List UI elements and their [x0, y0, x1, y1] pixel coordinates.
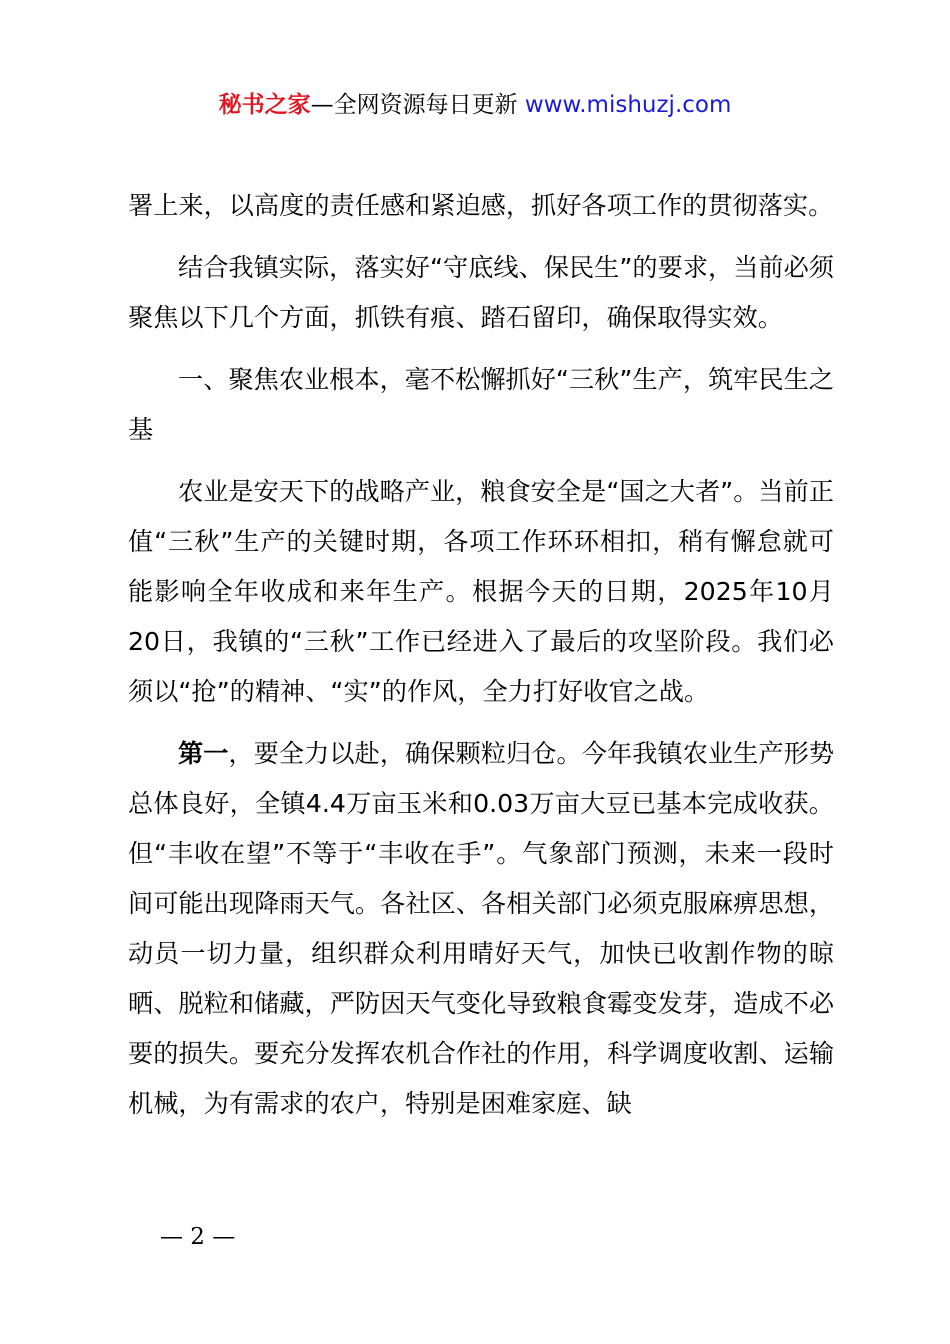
site-url-link[interactable]: www.mishuzj.com [524, 92, 732, 118]
site-tagline: —全网资源每日更新 [310, 92, 525, 118]
paragraph-continuation: 署上来，以高度的责任感和紧迫感，抓好各项工作的贯彻落实。 [128, 191, 834, 220]
site-name: 秘书之家 [218, 92, 311, 118]
paragraph-first-point [128, 729, 834, 1129]
paragraph-intro: 结合我镇实际，落实好“守底线、保民生”的要求，当前必须聚焦以下几个方面，抓铁有痕、踏石留印，确保取得实效。 [128, 253, 834, 332]
site-header [0, 88, 950, 122]
paragraph-agriculture: 农业是安天下的战略产业，粮食安全是“国之大者”。当前正值“三秋”生产的关键时期，各项工作环环相扣，稍有懈怠就可能影响全年收成和来年生产。根据今天的日期，2025年10月20日，我镇的“三秋”工作已经进入了最后的攻坚阶段。我们必须以“抢”的精神、“实”的作风，全力打好收官之战。 [128, 477, 834, 706]
section-heading: 一、聚焦农业根本，毫不松懈抓好“三秋”生产，筑牢民生之基 [128, 365, 834, 444]
page-number: — 2 — [160, 1224, 236, 1250]
first-point-lead: 第一 [178, 739, 229, 768]
document-body [128, 181, 834, 1129]
first-point-text: ，要全力以赴，确保颗粒归仓。今年我镇农业生产形势总体良好，全镇4.4万亩玉米和0.03万亩大豆已基本完成收获。但“丰收在望”不等于“丰收在手”。气象部门预测，未来一段时间可能出现降雨天气。各社区、各相关部门必须克服麻痹思想，动员一切力量，组织群众利用晴好天气，加快已收割作物的晾晒、脱粒和储藏，严防因天气变化导致粮食霉变发芽，造成不必要的损失。要充分发挥农机合作社的作用，科学调度收割、运输机械，为有需求的农户，特别是困难家庭、缺 [128, 739, 835, 1118]
